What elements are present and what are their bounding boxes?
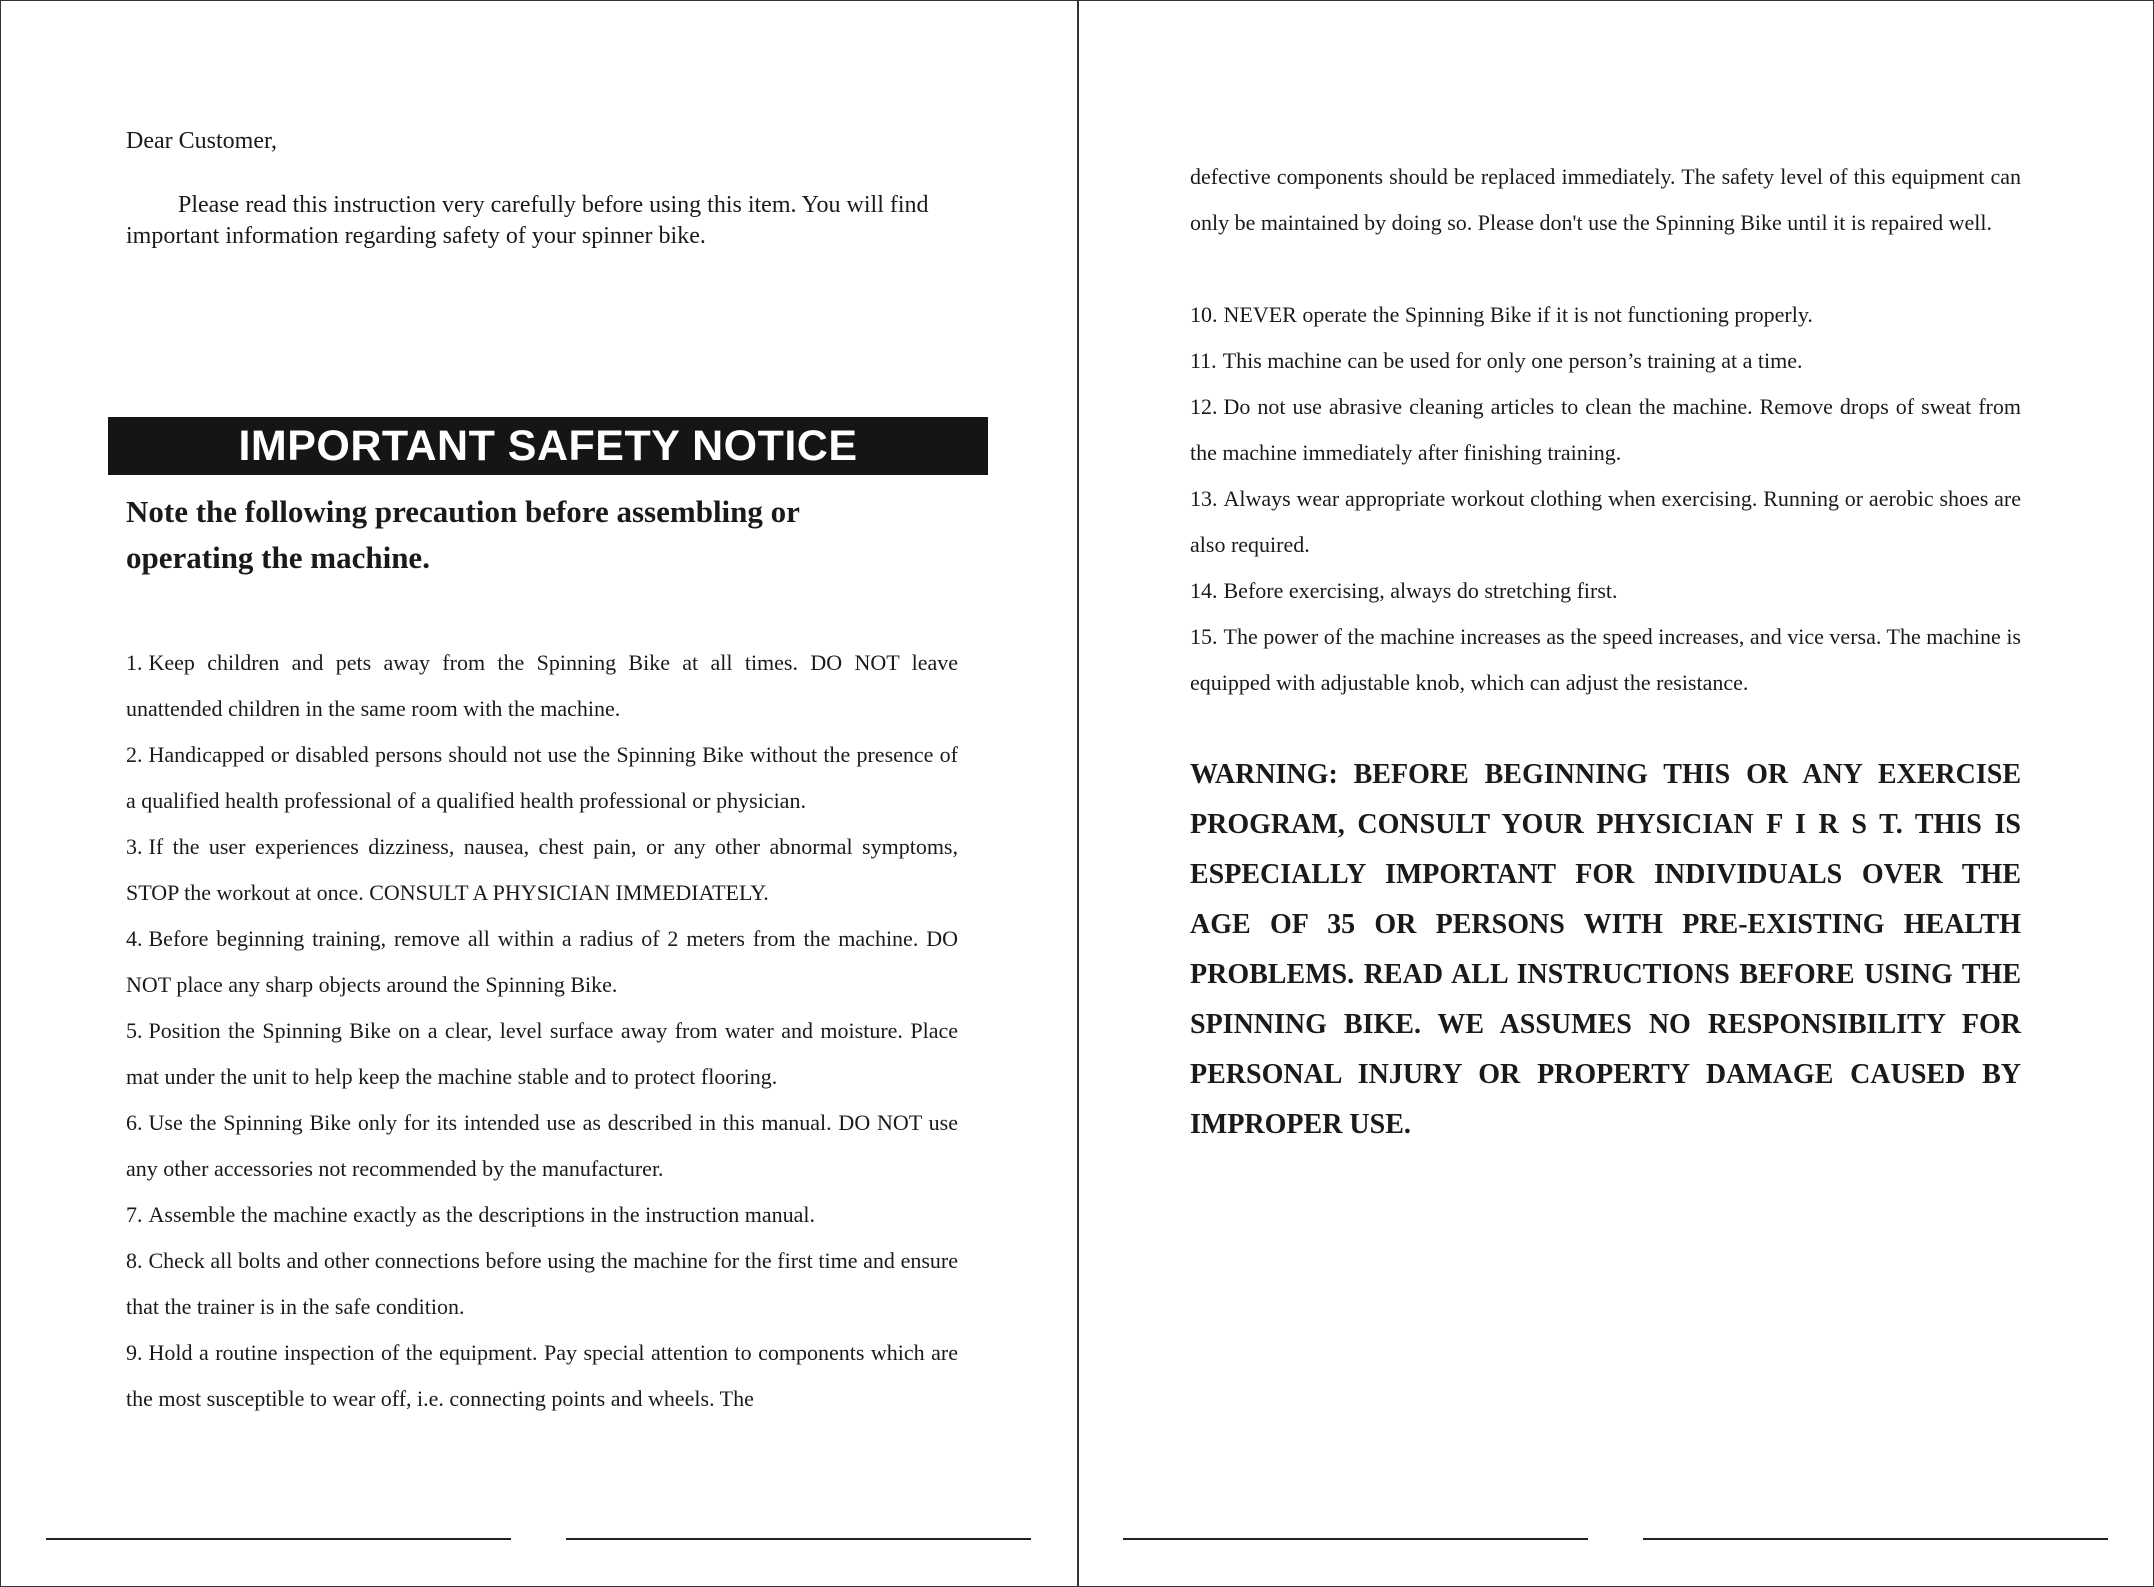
list-item: 8. Check all bolts and other connections before using the machine for the first time and ensure that the trainer is in the safe condition. [126, 1248, 958, 1319]
list-item: 10. NEVER operate the Spinning Bike if it is not functioning properly. [1190, 302, 1813, 327]
list-item: 3. If the user experiences dizziness, nausea, chest pain, or any other abnormal symptoms, STOP the workout at once. CONSULT A PHYSICIAN IMMEDIATELY. [126, 834, 958, 905]
list-item: 5. Position the Spinning Bike on a clear, level surface away from water and moisture. Place mat under the unit to help keep the machine stable and to protect flooring. [126, 1018, 958, 1089]
list-item: 13. Always wear appropriate workout clothing when exercising. Running or aerobic shoes are also required. [1190, 486, 2021, 557]
safety-notice-banner [108, 417, 988, 475]
continued-paragraph: defective components should be replaced immediately. The safety level of this equipment can only be maintained by doing so. Please don't use the Spinning Bike until it is repaired well. [1190, 164, 2021, 235]
list-item: 11. This machine can be used for only one person’s training at a time. [1190, 348, 1803, 373]
salutation: Dear Customer, [126, 128, 277, 154]
safety-list-right [1190, 292, 2021, 706]
list-item: 6. Use the Spinning Bike only for its intended use as described in this manual. DO NOT use any other accessories not recommended by the manufacturer. [126, 1110, 958, 1181]
footer-rule-right-a [1123, 1538, 1588, 1540]
banner-title: IMPORTANT SAFETY NOTICE [238, 421, 858, 470]
footer-rule-left-b [566, 1538, 1031, 1540]
list-item: 12. Do not use abrasive cleaning articles to clean the machine. Remove drops of sweat from the machine immediately after finishing training. [1190, 394, 2021, 465]
list-item: 4. Before beginning training, remove all within a radius of 2 meters from the machine. DO NOT place any sharp objects around the Spinning Bike. [126, 926, 958, 997]
list-item: 1. Keep children and pets away from the Spinning Bike at all times. DO NOT leave unattended children in the same room with the machine. [126, 650, 958, 721]
footer-rule-right-b [1643, 1538, 2108, 1540]
precaution-subheading: Note the following precaution before assembling or operating the machine. [126, 494, 800, 575]
intro-paragraph: Please read this instruction very carefully before using this item. You will find important information regarding safety of your spinner bike. [126, 192, 929, 249]
safety-list-left [126, 640, 958, 1422]
list-item: 14. Before exercising, always do stretching first. [1190, 578, 1618, 603]
list-item: 7. Assemble the machine exactly as the descriptions in the instruction manual. [126, 1202, 816, 1227]
right-page [1079, 0, 2154, 1587]
warning-paragraph: WARNING: BEFORE BEGINNING THIS OR ANY EXERCISE PROGRAM, CONSULT YOUR PHYSICIAN F I R S T. THIS IS ESPECIALLY IMPORTANT FOR INDIVIDUALS OVER THE AGE OF 35 OR PERSONS WITH PRE-EXISTING HEALTH PROBLEMS. READ ALL INSTRUCTIONS BEFORE USING THE SPINNING BIKE. WE ASSUMES NO RESPONSIBILITY FOR PERSONAL INJURY OR PROPERTY DAMAGE CAUSED BY IMPROPER USE. [1190, 759, 2021, 1140]
footer-rule-left-a [46, 1538, 511, 1540]
list-item: 15. The power of the machine increases as the speed increases, and vice versa. The machine is equipped with adjustable knob, which can adjust the resistance. [1190, 624, 2021, 695]
list-item: 2. Handicapped or disabled persons should not use the Spinning Bike without the presence of a qualified health professional of a qualified health professional or physician. [126, 742, 958, 813]
list-item: 9. Hold a routine inspection of the equipment. Pay special attention to components which are the most susceptible to wear off, i.e. connecting points and wheels. The [126, 1340, 958, 1411]
